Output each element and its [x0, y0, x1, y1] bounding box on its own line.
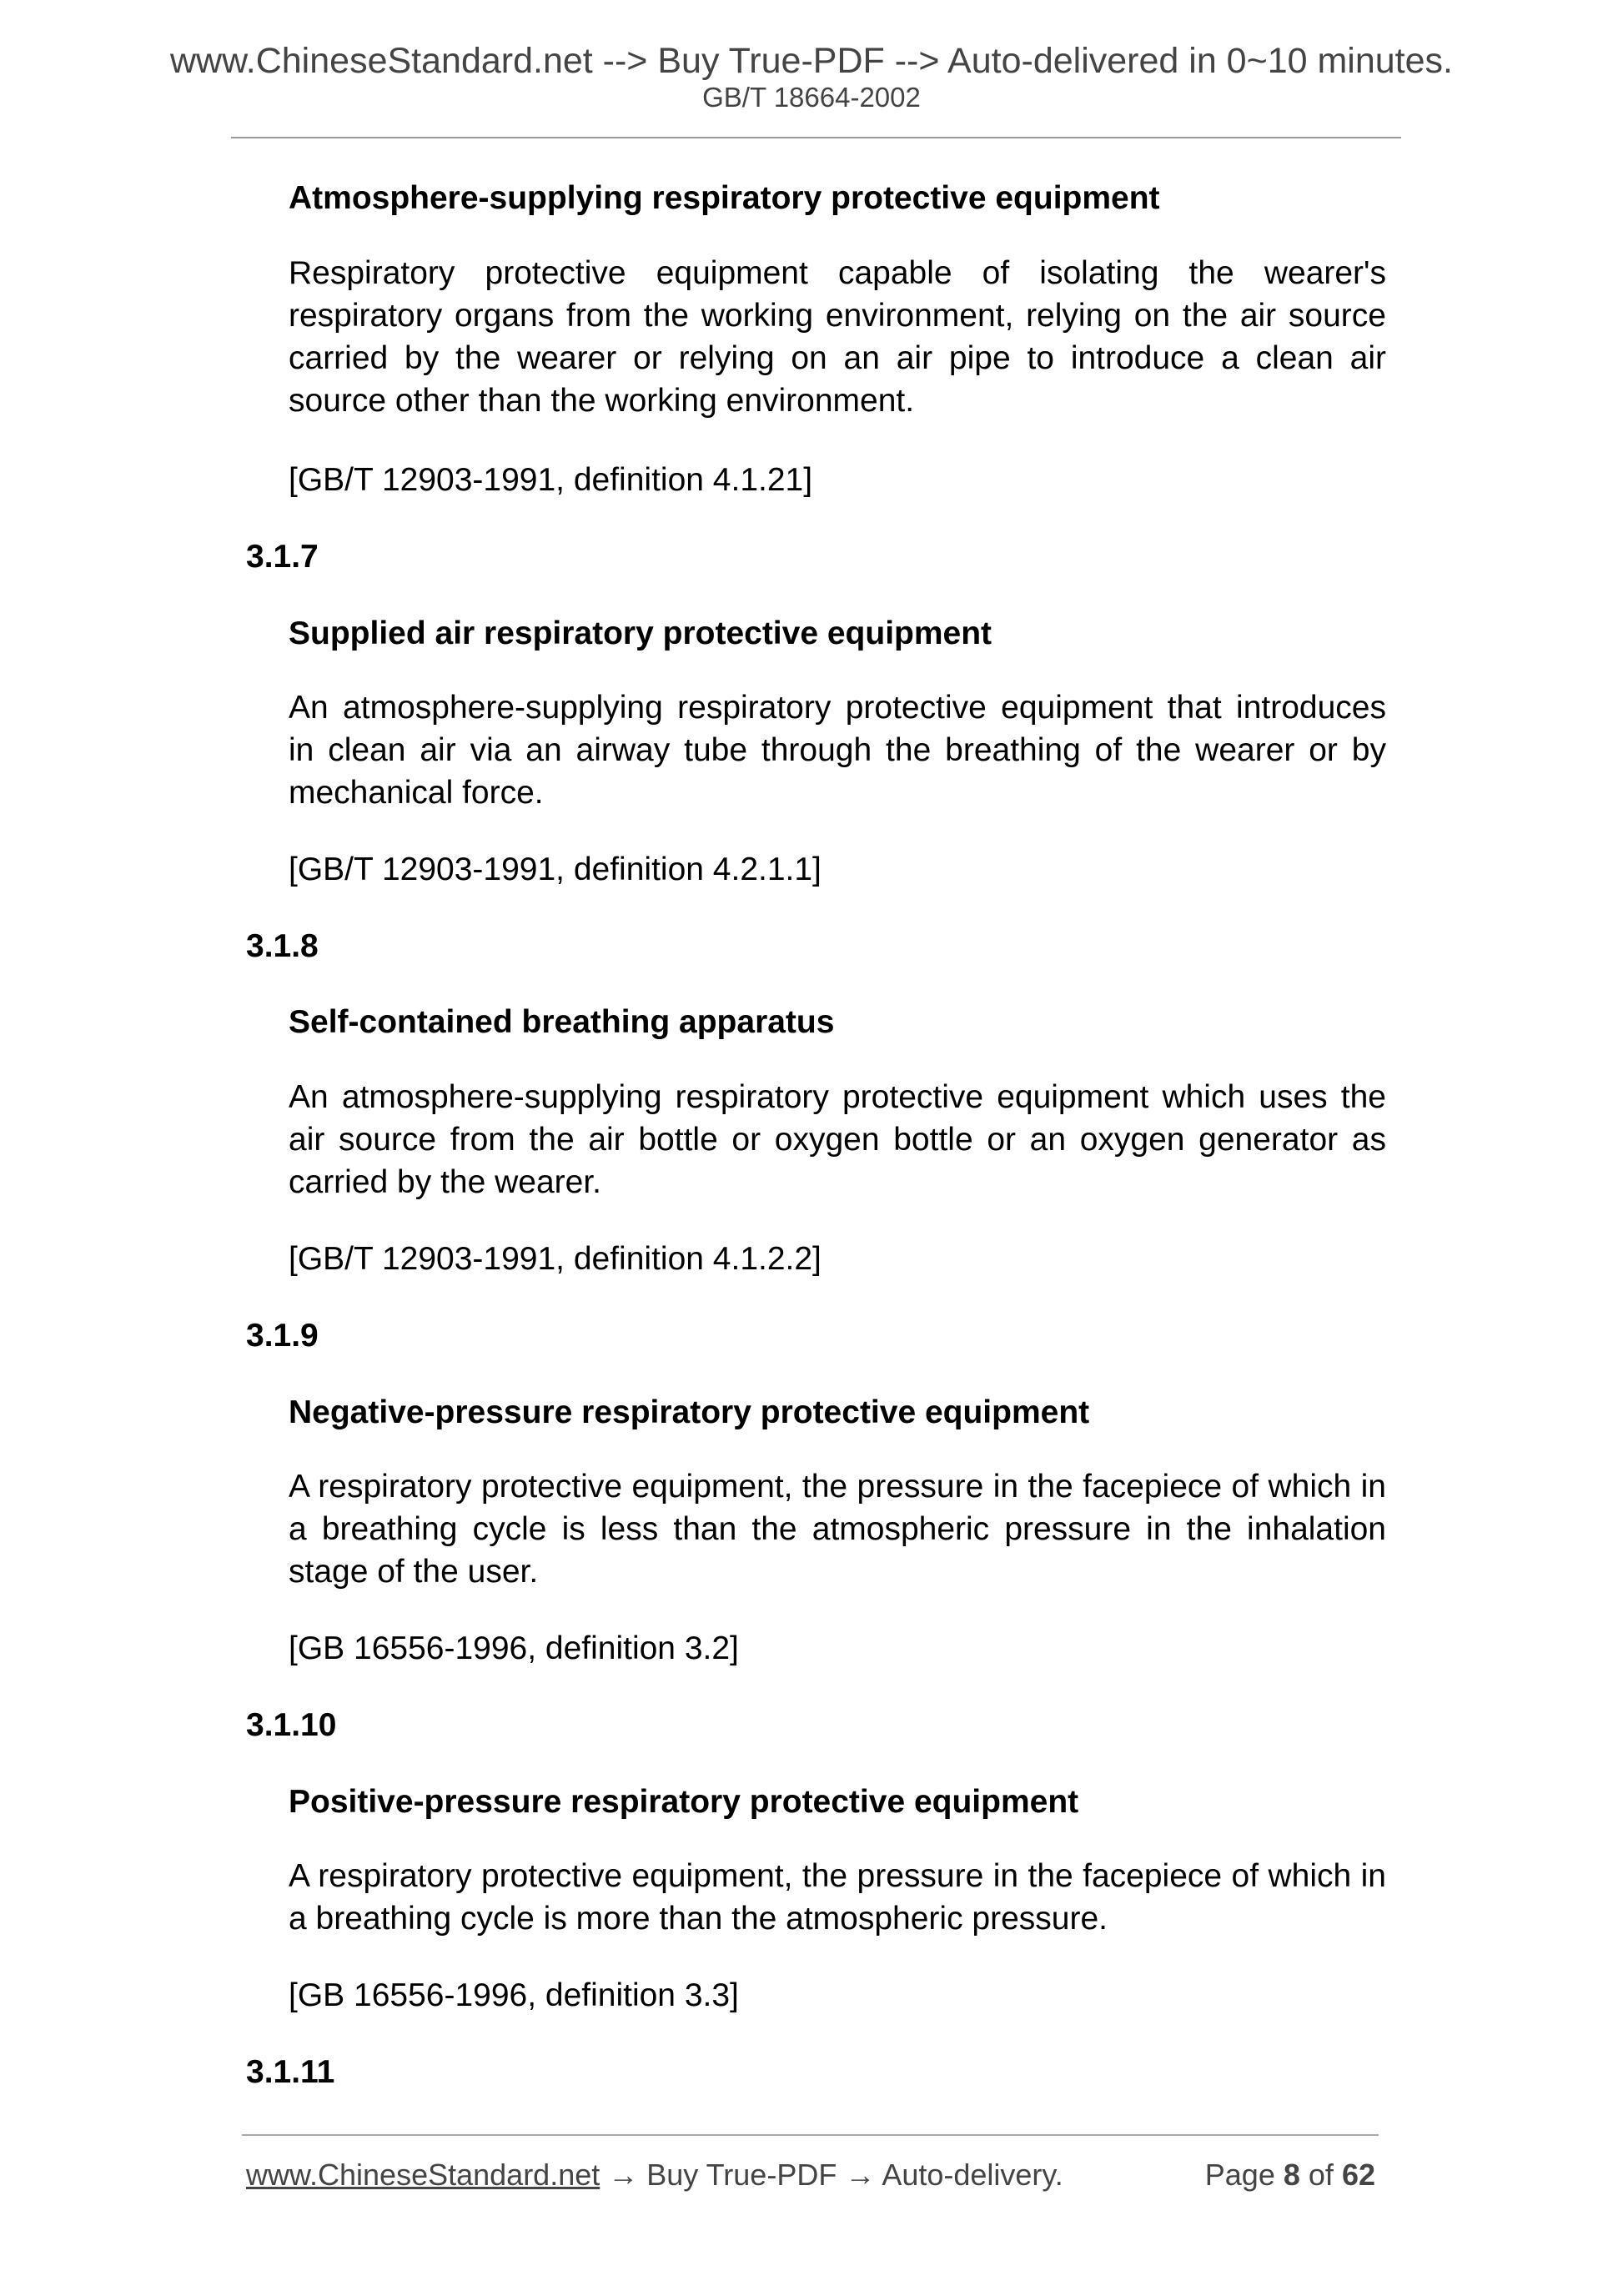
- page-label: Page: [1204, 2158, 1275, 2192]
- footer-divider: [242, 2134, 1379, 2136]
- footer-left: [246, 2160, 1063, 2190]
- page-current: 8: [1283, 2158, 1300, 2192]
- standard-number: GB/T 18664-2002: [702, 82, 921, 113]
- term-title-3-1-10: Positive-pressure respiratory protective equipment: [289, 1784, 1079, 1820]
- footer-tagline: → Buy True-PDF → Auto-delivery.: [600, 2158, 1063, 2192]
- clause-number-3-1-8: 3.1.8: [246, 928, 319, 964]
- clause-number-3-1-11: 3.1.11: [246, 2054, 335, 2090]
- term-definition-3-1-8: An atmosphere-supplying respiratory protective equipment which uses the air source from the air bottle or oxygen bottle or an oxygen generator as carried by the wearer.: [289, 1079, 1386, 1200]
- clause-number-3-1-9: 3.1.9: [246, 1318, 319, 1354]
- clause-number-3-1-7: 3.1.7: [246, 539, 319, 575]
- term-definition-3-1-7: An atmosphere-supplying respiratory protective equipment that introduces in clean air via an airway tube through the breathing of the wearer or by mechanical force.: [289, 690, 1386, 811]
- site-banner: www.ChineseStandard.net --> Buy True-PDF --> Auto-delivered in 0~10 minutes.: [169, 41, 1453, 81]
- term-reference-3-1-6: [GB/T 12903-1991, definition 4.1.21]: [289, 462, 813, 498]
- term-definition-3-1-10: A respiratory protective equipment, the pressure in the facepiece of which in a breathing cycle is more than the atmospheric pressure.: [289, 1858, 1386, 1937]
- term-title-3-1-7: Supplied air respiratory protective equipment: [289, 615, 992, 651]
- page-total: 62: [1341, 2158, 1375, 2192]
- of-label: of: [1308, 2158, 1334, 2192]
- term-reference-3-1-9: [GB 16556-1996, definition 3.2]: [289, 1630, 739, 1666]
- term-reference-3-1-8: [GB/T 12903-1991, definition 4.1.2.2]: [289, 1241, 822, 1277]
- term-title-3-1-9: Negative-pressure respiratory protective equipment: [289, 1394, 1090, 1430]
- term-reference-3-1-7: [GB/T 12903-1991, definition 4.2.1.1]: [289, 852, 822, 887]
- page-indicator: [1205, 2160, 1375, 2190]
- term-definition-3-1-9: A respiratory protective equipment, the pressure in the facepiece of which in a breathing cycle is less than the atmospheric pressure in the inhalation stage of the user.: [289, 1469, 1386, 1590]
- term-title-3-1-6: Atmosphere-supplying respiratory protective equipment: [289, 180, 1160, 216]
- clause-number-3-1-10: 3.1.10: [246, 1707, 337, 1743]
- term-title-3-1-8: Self-contained breathing apparatus: [289, 1004, 835, 1040]
- footer-site-link[interactable]: www.ChineseStandard.net: [246, 2158, 600, 2192]
- term-reference-3-1-10: [GB 16556-1996, definition 3.3]: [289, 1977, 739, 2013]
- term-definition-3-1-6: Respiratory protective equipment capable of isolating the wearer's respiratory organs from the working environment, relying on the air source carried by the wearer or relying on an air pipe to introduce a clean air source other than the working environment.: [289, 255, 1386, 419]
